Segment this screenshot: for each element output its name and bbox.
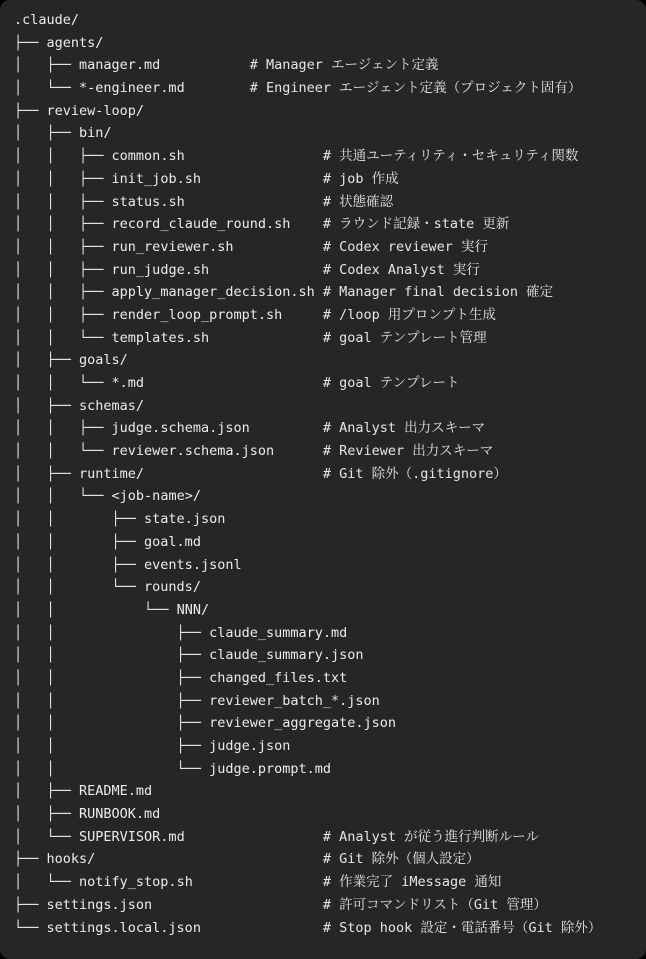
tree-branch: │ │ ├──: [14, 624, 210, 641]
tree-line: [14, 690, 646, 713]
tree-branch: │ └──: [14, 828, 80, 845]
tree-comment: # Git 除外（個人設定）: [322, 851, 480, 868]
tree-comment: # job 作成: [322, 170, 399, 187]
tree-line: [14, 9, 646, 32]
tree-branch: │ │ ├──: [14, 216, 112, 233]
tree-comment: # Codex Analyst 実行: [322, 261, 480, 278]
tree-line: [14, 77, 646, 100]
tree-branch: │ │ └──: [14, 601, 177, 618]
tree-line: [14, 372, 646, 395]
tree-line: [14, 122, 646, 145]
tree-file: state.json: [144, 511, 226, 528]
tree-file: claude_summary.json: [209, 647, 364, 664]
tree-file: judge.json: [209, 738, 291, 754]
tree-file: templates.sh: [111, 329, 210, 346]
tree-line: [14, 100, 646, 123]
tree-file: settings.local.json: [46, 919, 201, 936]
tree-comment: # Stop hook 設定・電話番号（Git 除外）: [322, 919, 602, 936]
tree-branch: │ ├──: [14, 806, 80, 823]
tree-line: [14, 463, 646, 486]
tree-comment: # Reviewer 出力スキーマ: [322, 443, 494, 460]
tree-line: [14, 213, 646, 236]
tree-line: [14, 236, 646, 259]
tree-branch: ├──: [14, 34, 47, 51]
tree-file: render_loop_prompt.sh: [111, 306, 283, 323]
tree-line: [14, 712, 646, 735]
tree-branch: │ │ ├──: [14, 420, 112, 437]
tree-comment: # 作業完了 iMessage 通知: [322, 874, 502, 891]
tree-line: [14, 281, 646, 304]
tree-line: [14, 54, 646, 77]
tree-line: [14, 531, 646, 554]
tree-folder: agents/: [46, 34, 104, 51]
tree-branch: │ │ ├──: [14, 193, 112, 210]
tree-line: [14, 168, 646, 191]
tree-comment: # goal テンプレート: [322, 375, 460, 391]
tree-branch: │ │ ├──: [14, 533, 145, 550]
tree-file: *-engineer.md: [79, 80, 185, 97]
tree-line: [14, 304, 646, 327]
tree-file: events.jsonl: [144, 556, 242, 573]
tree-branch: ├──: [14, 851, 47, 868]
tree-branch: │ └──: [14, 80, 80, 97]
tree-file: judge.schema.json: [111, 420, 250, 437]
tree-file: common.sh: [111, 148, 185, 165]
tree-branch: │ │ └──: [14, 579, 145, 596]
tree-folder: NNN/: [176, 601, 210, 618]
tree-file: claude_summary.md: [209, 624, 348, 641]
tree-file: RUNBOOK.md: [79, 806, 161, 823]
tree-branch: │ │ └──: [14, 760, 210, 777]
tree-comment: # 許可コマンドリスト（Git 管理）: [322, 896, 547, 913]
tree-line: [14, 349, 646, 372]
tree-branch: │ │ ├──: [14, 170, 112, 187]
tree-branch: │ │ ├──: [14, 669, 210, 686]
tree-branch: └──: [14, 919, 47, 936]
tree-file: README.md: [79, 783, 153, 800]
tree-file: reviewer_batch_*.json: [209, 692, 380, 709]
tree-line: [14, 758, 646, 781]
tree-branch: ├──: [14, 102, 47, 119]
tree-branch: │ ├──: [14, 783, 80, 800]
tree-branch: │ │ ├──: [14, 738, 210, 754]
tree-line: [14, 508, 646, 531]
tree-file: run_judge.sh: [111, 261, 210, 278]
tree-file: goal.md: [144, 533, 201, 550]
tree-line: [14, 417, 646, 440]
tree-branch: │ │ ├──: [14, 238, 112, 255]
tree-comment: # Codex reviewer 実行: [322, 238, 489, 255]
tree-line: [14, 667, 646, 690]
tree-branch: │ │ ├──: [14, 692, 210, 709]
tree-file: settings.json: [46, 896, 153, 913]
tree-comment: # Manager final decision 確定: [322, 284, 554, 301]
tree-branch: │ │ ├──: [14, 511, 145, 528]
tree-folder: bin/: [79, 125, 112, 142]
tree-comment: # 状態確認: [322, 193, 394, 210]
tree-line: [14, 554, 646, 577]
tree-branch: │ ├──: [14, 57, 80, 74]
tree-line: [14, 576, 646, 599]
tree-file: manager.md: [79, 57, 161, 74]
tree-branch: │ │ ├──: [14, 647, 210, 664]
tree-comment: # /loop 用プロンプト生成: [322, 306, 496, 323]
tree-file: status.sh: [111, 193, 185, 210]
tree-branch: │ │ └──: [14, 375, 112, 391]
tree-branch: │ │ ├──: [14, 284, 112, 301]
tree-branch: │ │ ├──: [14, 148, 112, 165]
tree-folder: goals/: [79, 352, 128, 369]
tree-line: [14, 395, 646, 418]
tree-branch: │ ├──: [14, 125, 80, 142]
tree-line: [14, 871, 646, 894]
tree-branch: │ │ ├──: [14, 306, 112, 323]
tree-line: [14, 191, 646, 214]
tree-line: [14, 826, 646, 849]
tree-folder: <job-name>/: [111, 488, 201, 505]
tree-file: init_job.sh: [111, 170, 201, 187]
tree-folder: hooks/: [46, 851, 96, 868]
tree-comment: # goal テンプレート管理: [322, 329, 487, 346]
tree-branch: │ │ └──: [14, 329, 112, 346]
tree-file: judge.prompt.md: [209, 760, 331, 777]
tree-branch: │ │ └──: [14, 443, 112, 460]
directory-tree: [0, 9, 646, 939]
tree-folder: review-loop/: [46, 102, 145, 119]
tree-comment: # Engineer エージェント定義（プロジェクト固有）: [249, 80, 582, 97]
tree-line: [14, 803, 646, 826]
tree-comment: # Manager エージェント定義: [249, 57, 439, 74]
tree-comment: # 共通ユーティリティ・セキュリティ関数: [322, 148, 579, 165]
tree-branch: │ │ ├──: [14, 261, 112, 278]
tree-branch: │ └──: [14, 874, 80, 891]
tree-folder: rounds/: [144, 579, 201, 596]
tree-comment: # Analyst 出力スキーマ: [322, 420, 486, 437]
tree-file: notify_stop.sh: [79, 874, 193, 891]
tree-folder: .claude/: [14, 12, 80, 28]
tree-branch: │ │ ├──: [14, 715, 210, 732]
tree-branch: │ ├──: [14, 397, 80, 414]
tree-line: [14, 485, 646, 508]
tree-folder: schemas/: [79, 397, 145, 414]
tree-line: [14, 894, 646, 917]
tree-line: [14, 848, 646, 871]
tree-branch: │ │ ├──: [14, 556, 145, 573]
tree-file: changed_files.txt: [209, 669, 348, 686]
tree-line: [14, 440, 646, 463]
tree-file: SUPERVISOR.md: [79, 828, 185, 845]
tree-line: [14, 780, 646, 803]
tree-file: apply_manager_decision.sh: [111, 284, 315, 301]
tree-line: [14, 599, 646, 622]
tree-comment: # ラウンド記録・state 更新: [322, 216, 510, 233]
tree-folder: runtime/: [79, 465, 145, 482]
tree-comment: # Git 除外（.gitignore）: [322, 465, 507, 482]
tree-line: [14, 644, 646, 667]
tree-branch: │ ├──: [14, 465, 80, 482]
tree-branch: │ │ └──: [14, 488, 112, 505]
tree-line: [14, 917, 646, 940]
tree-file: *.md: [111, 375, 145, 391]
tree-branch: │ ├──: [14, 352, 80, 369]
tree-file: reviewer_aggregate.json: [209, 715, 397, 732]
tree-line: [14, 145, 646, 168]
tree-line: [14, 735, 646, 758]
tree-file: run_reviewer.sh: [111, 238, 234, 255]
tree-file: record_claude_round.sh: [111, 216, 291, 233]
tree-file: reviewer.schema.json: [111, 443, 275, 460]
tree-line: [14, 259, 646, 282]
tree-branch: ├──: [14, 896, 47, 913]
tree-comment: # Analyst が従う進行判断ルール: [322, 828, 539, 845]
tree-line: [14, 327, 646, 350]
tree-line: [14, 32, 646, 55]
tree-line: [14, 622, 646, 645]
